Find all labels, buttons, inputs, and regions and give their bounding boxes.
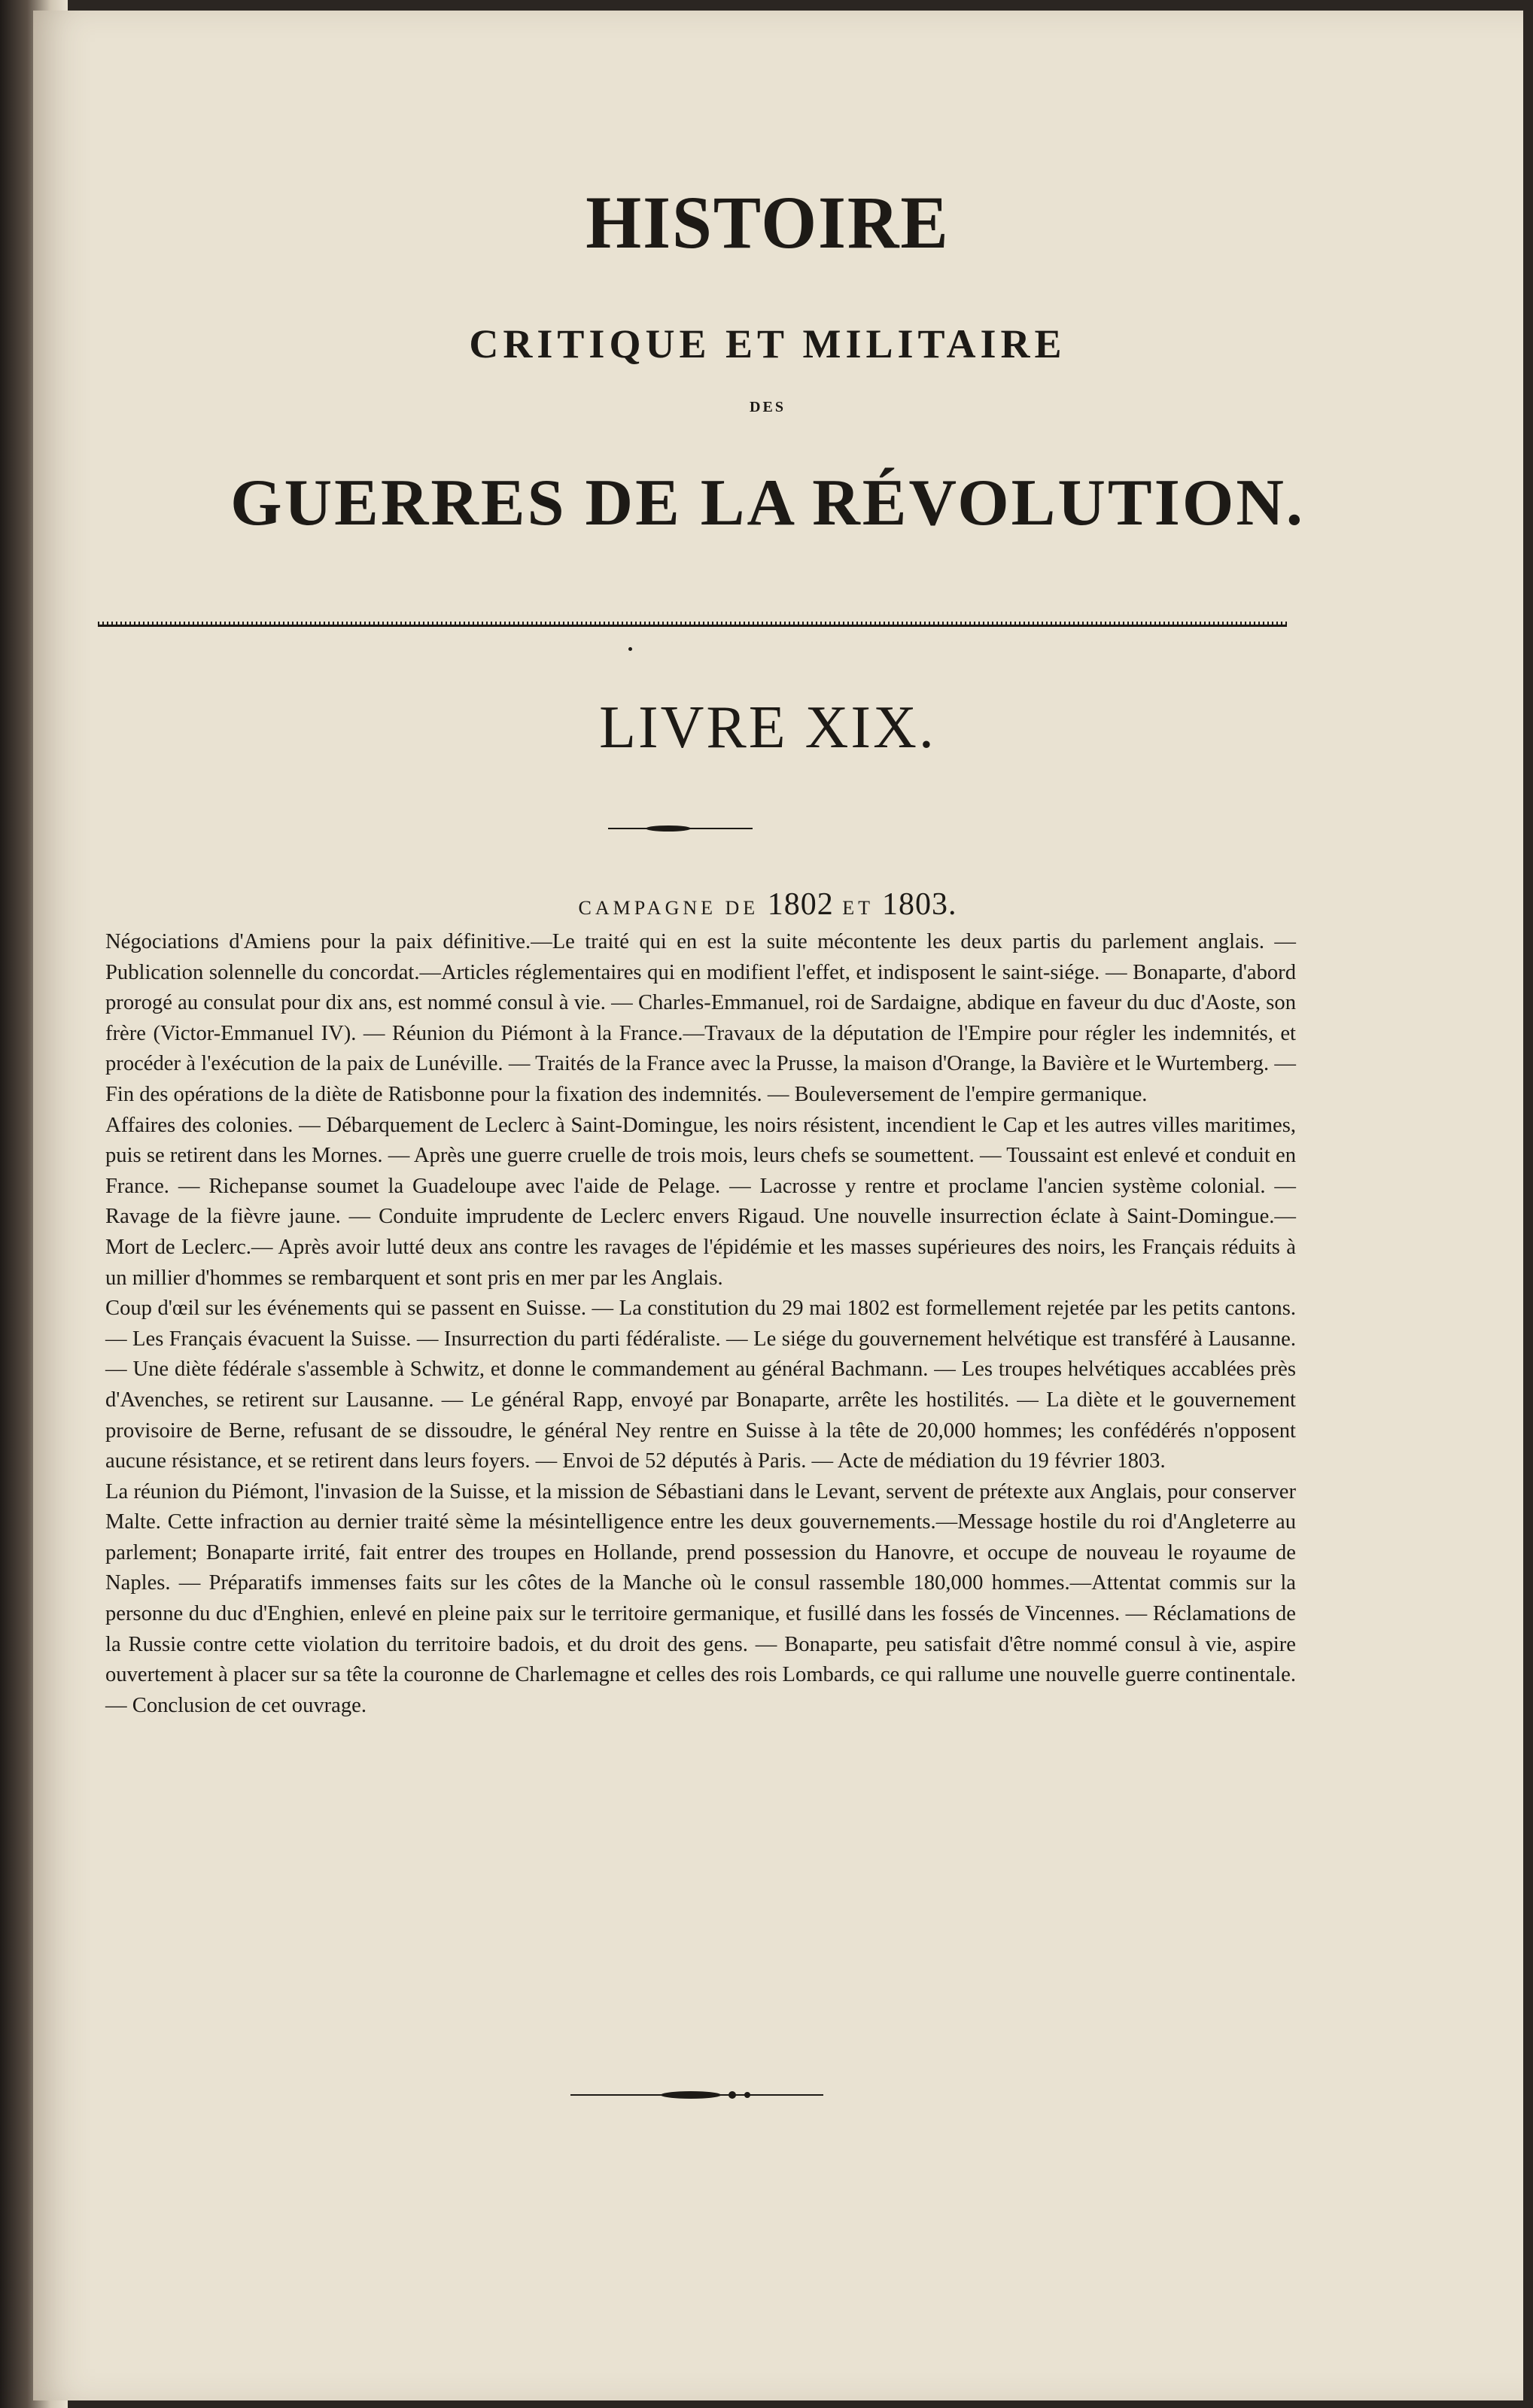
ornament-divider-bottom — [570, 2090, 823, 2100]
campaign-year-1: 1802 — [767, 887, 834, 922]
campaign-heading — [68, 886, 1468, 923]
title-divider-rule — [98, 617, 1287, 627]
main-title: GUERRES DE LA RÉVOLUTION. — [230, 467, 1305, 540]
divider-dot — [628, 647, 632, 651]
campaign-and: ET — [842, 897, 874, 919]
book-heading: LIVRE XIX. — [599, 695, 936, 761]
subtitle-critique-militaire: CRITIQUE ET MILITAIRE — [469, 321, 1066, 366]
chapter-summary — [105, 927, 1296, 1721]
summary-paragraph: Coup d'œil sur les événements qui se passent en Suisse. — La constitution du 29 mai 1802 est formellement rejetée par les petits cantons. — Les Français évacuent la Suisse. — Insurrection du parti fédéraliste. — Le siége du gouvernement helvétique est transféré à Lausanne. — Une diète fédérale s'assemble à Schwitz, et donne le commandement au général Bachmann. — Les troupes helvétiques accablées près d'Avenches, se retirent sur Lausanne. — Le général Rapp, envoyé par Bonaparte, arrête les hostilités. — La diète et le gouvernement provisoire de Berne, refusant de se dissoudre, le général Ney rentre en Suisse à la tête de 20,000 hommes; les confédérés n'opposent aucune résistance, et se retirent dans leurs foyers. — Envoi de 52 députés à Paris. — Acte de médiation du 19 février 1803. — [105, 1297, 1296, 1473]
title-histoire: HISTOIRE — [586, 181, 950, 264]
summary-paragraph: La réunion du Piémont, l'invasion de la Suisse, et la mission de Sébastiani dans le Levant, servent de prétexte aux Anglais, pour conserver Malte. Cette infraction au dernier traité sème la mésintelligence entre les deux gouvernements.—Message hostile du roi d'Angleterre au parlement; Bonaparte irrité, fait entrer des troupes en Hollande, prend possession du Hanovre, et occupe de nouveau le royaume de Naples. — Préparatifs immenses faits sur les côtes de la Manche où le consul rassemble 180,000 hommes.—Attentat commis sur la personne du duc d'Enghien, enlevé en pleine paix sur le territoire germanique, et fusillé dans les fossés de Vincennes. — Réclamations de la Russie contre cette violation du territoire badois, et du droit des gens. — Bonaparte, peu satisfait d'être nommé consul à vie, aspire ouvertement à placer sur sa tête la couronne de Charlemagne et celles des rois Lombards, ce qui rallume une nouvelle guerre continentale. — Conclusion de cet ouvrage. — [105, 1479, 1296, 1717]
summary-paragraph: Négociations d'Amiens pour la paix définitive.—Le traité qui en est la suite mécontente les deux partis du parlement anglais. — Publication solennelle du concordat.—Articles réglementaires qui en modifient l'effet, et indisposent le saint-siége. — Bonaparte, d'abord prorogé au consulat pour dix ans, est nommé consul à vie. — Charles-Emmanuel, roi de Sardaigne, abdique en faveur du duc d'Aoste, son frère (Victor-Emmanuel IV). — Réunion du Piémont à la France.—Travaux de la députation de l'Empire pour régler les indemnités, et procéder à l'exécution de la paix de Lunéville. — Traités de la France avec la Prusse, la maison d'Orange, la Bavière et le Wurtemberg. — Fin des opérations de la diète de Ratisbonne pour la fixation des indemnités. — Bouleversement de l'empire germanique. — [105, 930, 1296, 1106]
ornament-divider-top — [608, 825, 753, 832]
title-connector: DES — [750, 399, 786, 415]
campaign-year-2: 1803. — [881, 887, 957, 922]
campaign-prefix: CAMPAGNE DE — [578, 897, 759, 919]
summary-paragraph: Affaires des colonies. — Débarquement de Leclerc à Saint-Domingue, les noirs résistent, incendient le Cap et les autres villes maritimes, puis se retirent dans les Mornes. — Après une guerre cruelle de trois mois, leurs chefs se soumettent. — Toussaint est enlevé et conduit en France. — Richepanse soumet la Guadeloupe avec l'aide de Pelage. — Lacrosse y rentre et proclame l'ancien système colonial. — Ravage de la fièvre jaune. — Conduite imprudente de Leclerc envers Rigaud. Une nouvelle insurrection éclate à Saint-Domingue.— Mort de Leclerc.— Après avoir lutté deux ans contre les ravages de l'épidémie et les masses supérieures des noirs, les Français réduits à un millier d'hommes se rembarquent et sont pris en mer par les Anglais. — [105, 1113, 1296, 1290]
